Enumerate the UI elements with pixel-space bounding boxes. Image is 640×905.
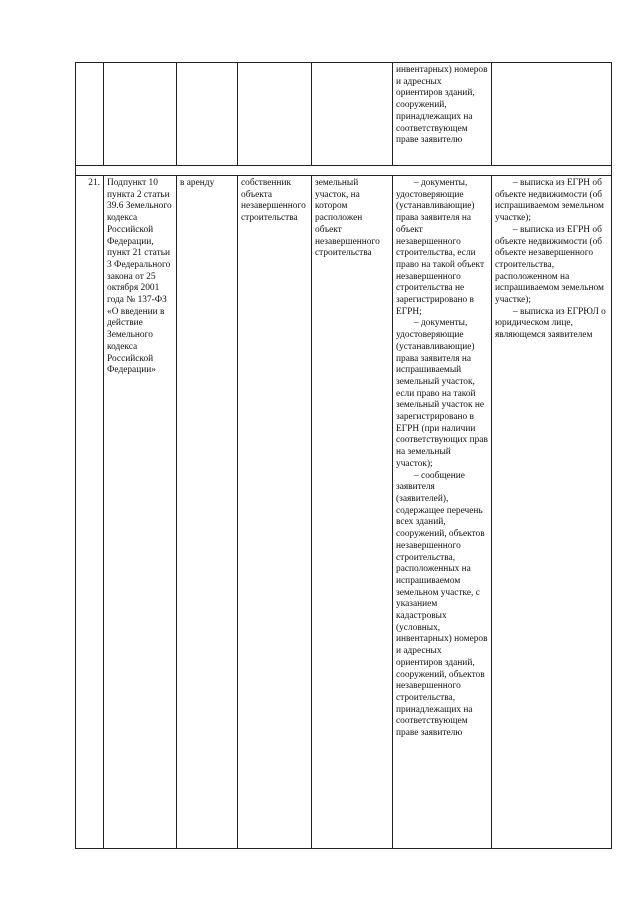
table-row-21 [76,176,612,849]
document-item-1: – документы, удостоверяющие (устанавливающие) права заявителя на объект незавершенного строительства, если право на такой объект незавершенного строительства не зарегистрировано в ЕГРН; [396,178,485,317]
cell-requests-prev [492,63,612,166]
request-item-1: – выписка из ЕГРН об объекте недвижимости (об испрашиваемом земельном участке); [495,178,604,224]
cell-right-prev [177,63,238,166]
documents-tail-text: инвентарных) номеров и адресных ориентиров зданий, сооружений, принадлежащих на соответствующем праве заявителю [396,65,488,146]
cell-number-prev [76,63,104,166]
document-item-3: – сообщение заявителя (заявителей), содержащее перечень всех зданий, сооружений, объектов незавершенного строительства, расположенных на испрашиваемом земельном участке, с указанием кадастровых (условных, инвентарных) номеров и адресных ориентиров зданий, сооружений, объектов незавершенного строительства, принадлежащих на соответствующем праве заявителю [396,470,488,739]
table-row-previous [76,63,612,166]
cell-land-prev [312,63,393,166]
request-item-2: – выписка из ЕГРН об объекте недвижимости (об объекте незавершенного строительства, расположенном на испрашиваемом земельном участке); [495,224,604,306]
cell-applicant: собственник объекта незавершенного строительства [238,176,312,849]
row-gap [76,166,612,176]
document-item-2: – документы, удостоверяющие (устанавливающие) права заявителя на испрашиваемый земельный участок, если право на такой земельный участок не зарегистрировано в ЕГРН (при наличии соответствующих прав на земельный участок); [396,318,488,469]
cell-applicant-prev [238,63,312,166]
documents-table [75,62,612,849]
cell-documents-prev [393,63,492,166]
cell-requests [492,176,612,849]
cell-basis: Подпункт 10 пункта 2 статьи 39.6 Земельного кодекса Российской Федерации, пункт 21 статьи 3 Федерального закона от 25 октября 2001 года № 137-ФЗ «О введении в действие Земельного кодекса Российской Федерации» [104,176,177,849]
cell-land-plot: земельный участок, на котором расположен объект незавершенного строительства [312,176,393,849]
cell-right-type: в аренду [177,176,238,849]
request-item-3: – выписка из ЕГРЮЛ о юридическом лице, являющемся заявителем [495,306,606,341]
cell-documents [393,176,492,849]
cell-number: 21. [76,176,104,849]
cell-basis-prev [104,63,177,166]
table-row-gap [76,166,612,176]
